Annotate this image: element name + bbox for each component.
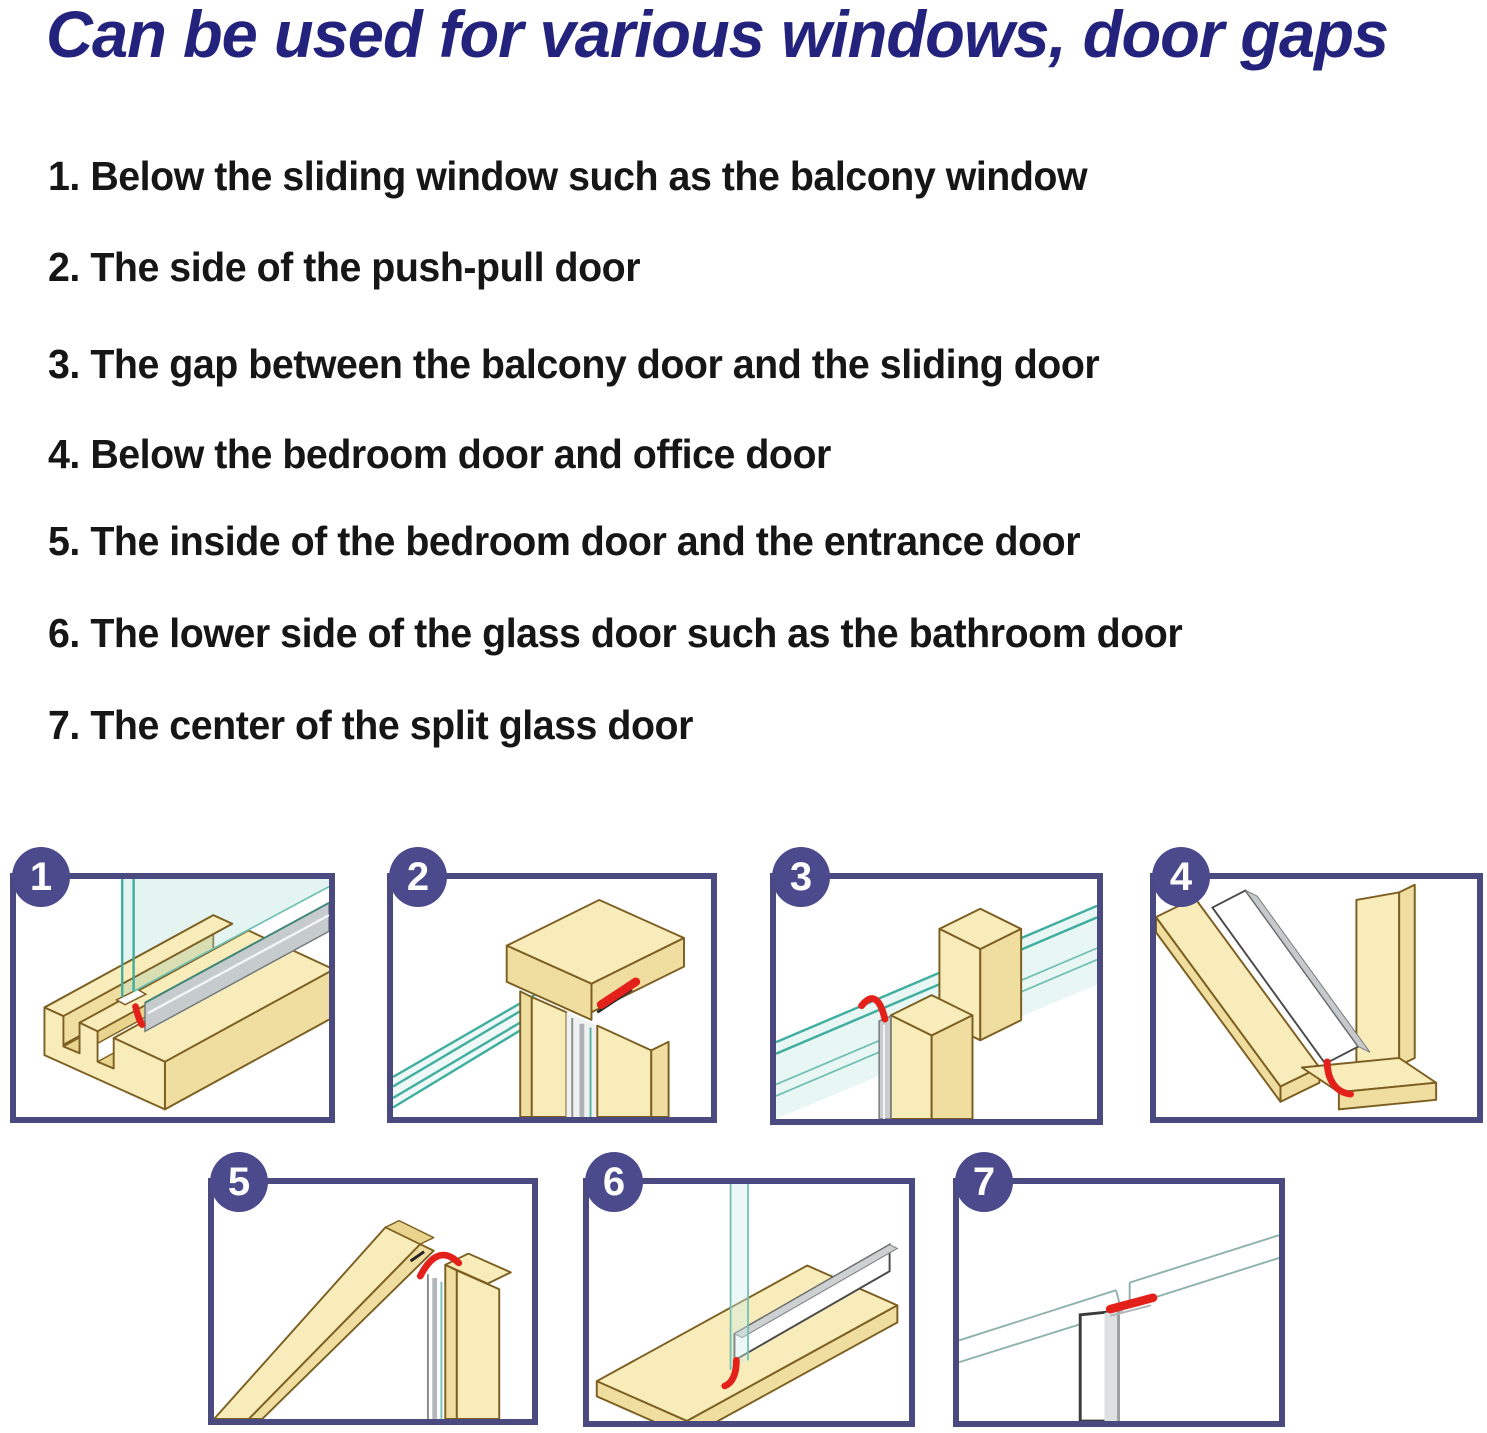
illustration-door-inside-edge [214,1184,532,1419]
illustration-bedroom-door-bottom [1156,879,1477,1117]
illustration-sliding-window-bottom-rail [16,879,329,1117]
panel-number: 1 [29,855,53,899]
list-item-1: 1. Below the sliding window such as the balcony window [48,153,1088,199]
illustration-glass-door-bottom [589,1184,909,1421]
list-item-5: 5. The inside of the bedroom door and the entrance door [48,518,1081,564]
panel-number-badge [585,1152,643,1212]
usage-panel-2 [387,855,717,1123]
usage-panel-5 [208,1160,538,1425]
panel-number-badge [772,847,830,907]
list-item-7: 7. The center of the split glass door [48,702,693,748]
panel-number: 5 [227,1160,251,1204]
panel-number-badge [12,847,70,907]
usage-panel-6 [583,1160,915,1427]
panel-number: 7 [972,1160,996,1204]
list-item-6: 6. The lower side of the glass door such as the bathroom door [48,610,1183,656]
usage-panel-1 [10,855,335,1123]
illustration-split-glass-door-center [959,1184,1279,1421]
list-item-2: 2. The side of the push-pull door [48,244,641,290]
panel-number-badge [210,1152,268,1212]
page-title: Can be used for various windows, door gaps [46,0,1389,71]
usage-panel-4 [1150,855,1483,1123]
usage-panel-3 [770,855,1103,1125]
panel-number: 4 [1169,855,1193,899]
illustration-push-pull-door-side [393,879,711,1117]
list-item-4: 4. Below the bedroom door and office door [48,431,831,477]
panel-number-badge [389,847,447,907]
panel-number: 3 [789,855,813,899]
panel-number-badge [1152,847,1210,907]
illustration-balcony-sliding-door-gap [776,879,1097,1119]
panel-number: 2 [406,855,430,899]
list-item-3: 3. The gap between the balcony door and the sliding door [48,341,1100,387]
usage-panel-7 [953,1160,1285,1427]
panel-number-badge [955,1152,1013,1212]
panel-number: 6 [602,1160,626,1204]
